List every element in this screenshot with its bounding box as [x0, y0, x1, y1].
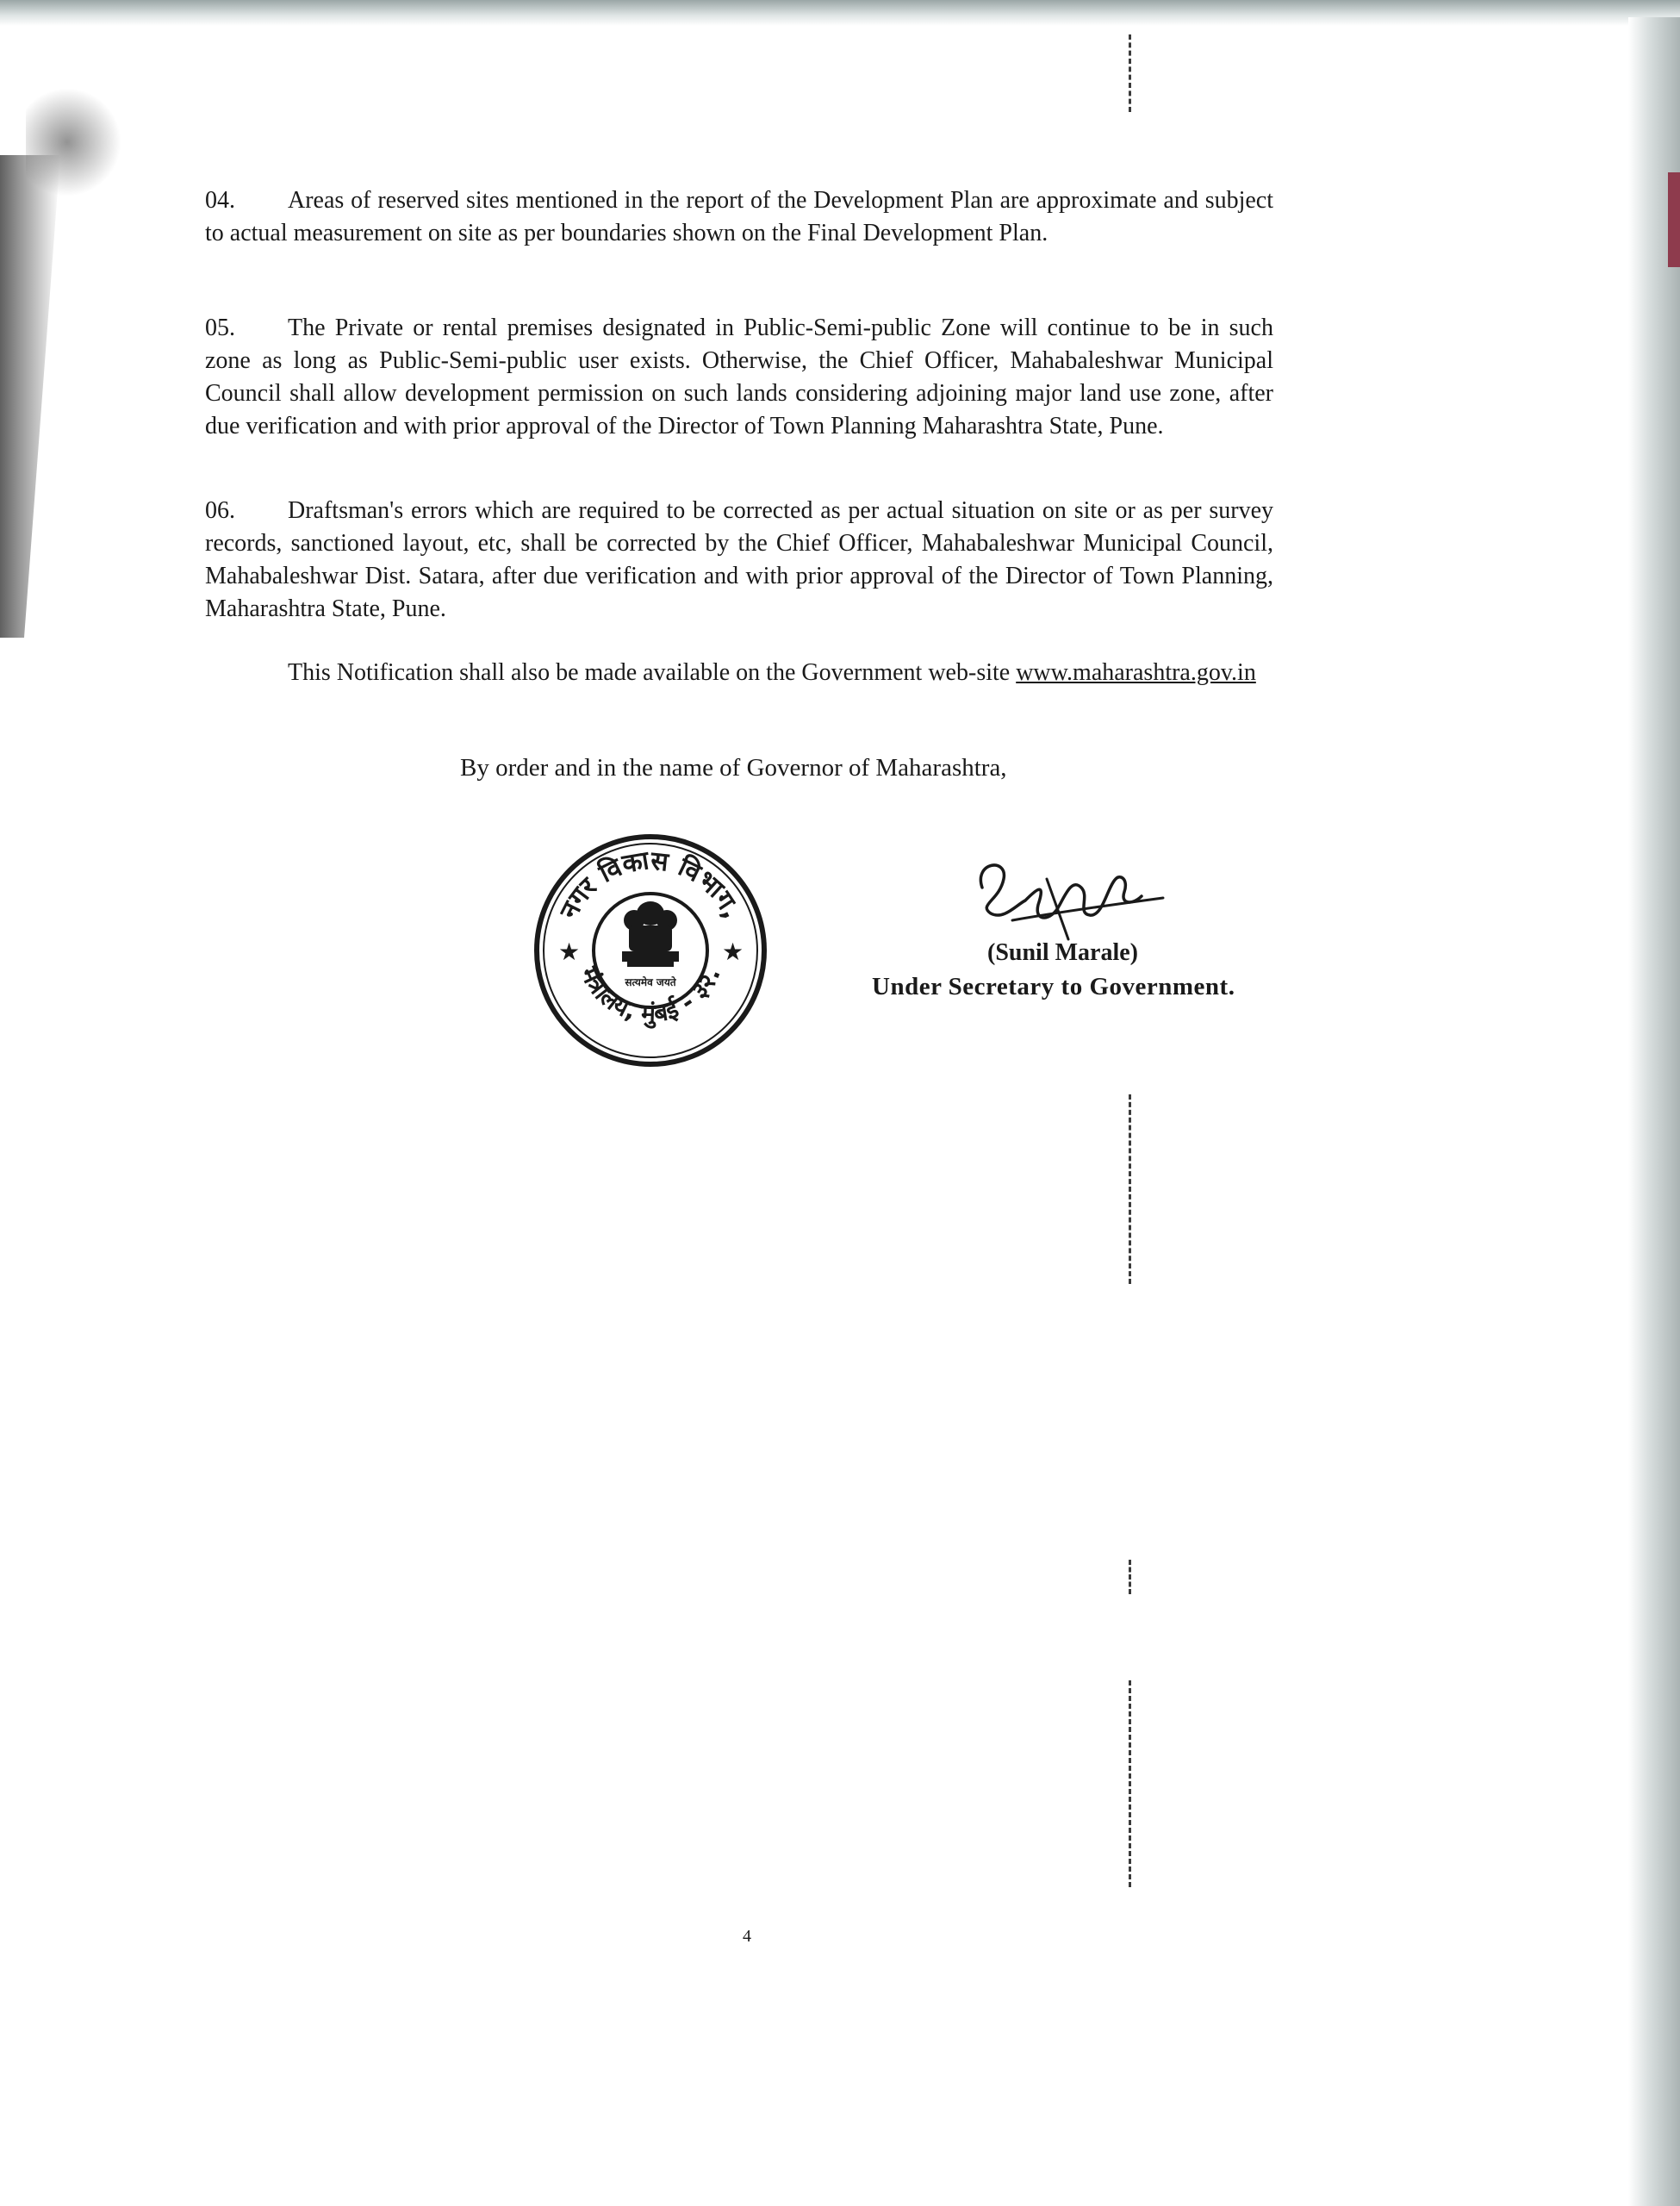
paragraph-text: Areas of reserved sites mentioned in the report of the Development Plan are approximate and subject to actual measurement on site as per boundaries shown on the Final Development Plan.	[205, 187, 1273, 246]
signature-graphic	[965, 853, 1180, 948]
scan-fold-line	[1129, 1680, 1131, 1887]
scan-right-accent	[1668, 172, 1680, 267]
seal-star-icon: ★	[558, 938, 581, 966]
closing-line: By order and in the name of Governor of Maharashtra,	[460, 754, 1007, 782]
paragraph-text: Draftsman's errors which are required to be corrected as per actual situation on site or as per survey records, sanctioned layout, etc, shall be corrected by the Chief Officer, Mahabaleshwar Municipal Council, Mahabaleshwar Dist. Satara, after due verification and with prior approval of the Director of Town Planning, Maharashtra State, Pune.	[205, 497, 1273, 622]
signatory-name: (Sunil Marale)	[987, 939, 1138, 966]
scan-fold-line	[1129, 1560, 1131, 1594]
scan-left-speck	[26, 78, 129, 207]
paragraph-number: 06.	[205, 497, 235, 524]
paragraph-06	[205, 495, 1273, 626]
svg-text:मंत्रालय, मुंबई - ३२.	[575, 962, 726, 1029]
notification-paragraph	[205, 657, 1273, 689]
signatory-title: Under Secretary to Government.	[872, 973, 1235, 1000]
paragraph-text: The Private or rental premises designated in Public-Semi-public Zone will continue to be in such zone as long as Public-Semi-public user exists. Otherwise, the Chief Officer, Mahabaleshwar Municipal Council shall allow development permission on such lands considering adjoining major land use zone, after due verification and with prior approval of the Director of Town Planning Maharashtra State, Pune.	[205, 315, 1273, 439]
scan-fold-line	[1129, 1094, 1131, 1284]
national-emblem-icon	[622, 901, 679, 967]
seal-motto: सत्यमेव जयते	[625, 976, 676, 988]
paragraph-04	[205, 184, 1273, 250]
seal-star-icon: ★	[722, 938, 744, 966]
scan-fold-line	[1129, 34, 1131, 112]
seal-bottom-text: मंत्रालय, मुंबई - ३२.	[574, 963, 726, 1028]
page-number: 4	[743, 1927, 751, 1946]
paragraph-number: 05.	[205, 315, 235, 341]
notification-text: This Notification shall also be made available on the Government web-site	[288, 659, 1011, 686]
government-website-link[interactable]: www.maharashtra.gov.in	[1016, 659, 1256, 686]
scan-left-stain	[0, 155, 60, 638]
official-seal-graphic	[531, 834, 770, 1067]
official-seal	[531, 834, 770, 1067]
scan-right-edge	[1628, 17, 1680, 2206]
paragraph-05	[205, 312, 1273, 443]
scan-top-edge	[0, 0, 1680, 26]
seal-top-text: नगर विकास विभाग,	[554, 845, 748, 924]
handwritten-signature	[965, 853, 1180, 948]
paragraph-number: 04.	[205, 187, 235, 214]
